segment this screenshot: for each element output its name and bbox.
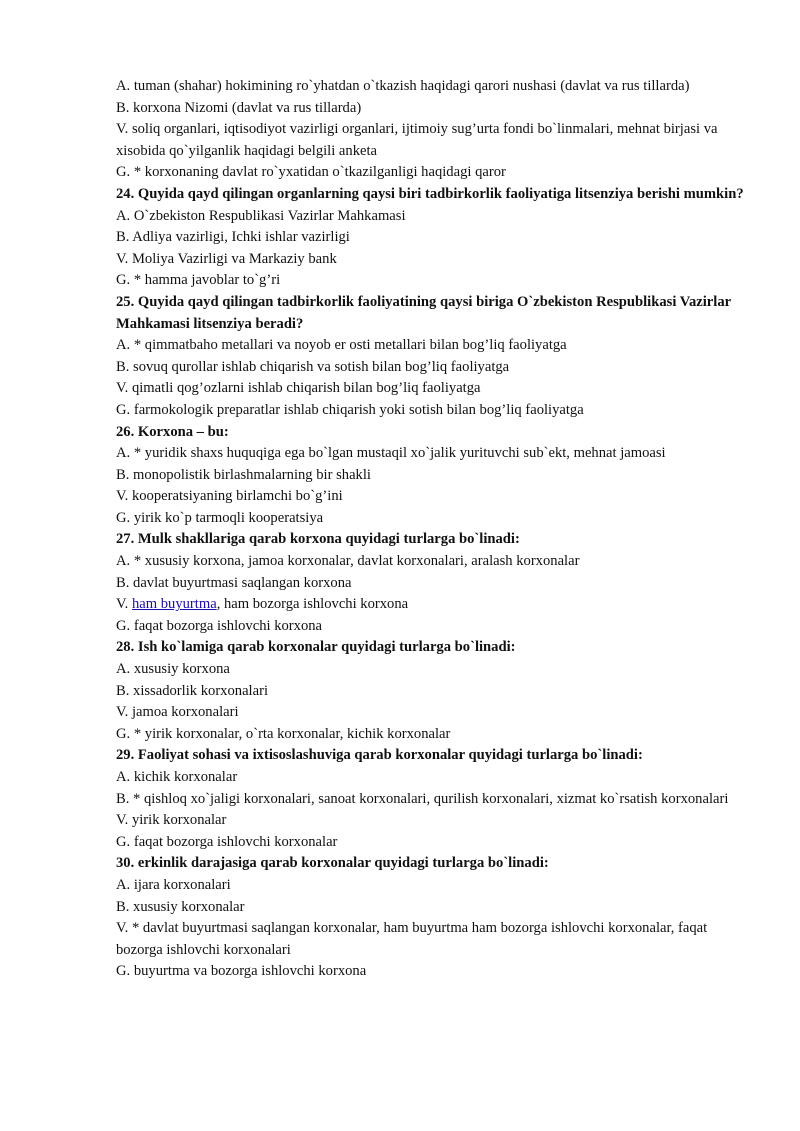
question-24: 24. Quyida qayd qilingan organlarning qaysi biri tadbirkorlik faoliyatiga litsenziya berishi mumkin? (116, 185, 744, 202)
answer-option: V. yirik korxonalar (116, 812, 227, 829)
ham-buyurtma-link[interactable]: ham buyurtma (131, 596, 217, 613)
answer-option: B. * qishloq xo`jaligi korxonalari, sanoat korxonalari, qurilish korxonalari, xizmat ko`rsatish korxonalari (116, 790, 729, 807)
option-prefix: V. (116, 596, 132, 613)
answer-option: G. * yirik korxonalar, o`rta korxonalar, kichik korxonalar (116, 725, 451, 742)
answer-option: G. * korxonaning davlat ro`yxatidan o`tkazilganligi haqidagi qaror (116, 164, 506, 181)
answer-option: V. jamoa korxonalari (116, 704, 239, 721)
question-26: 26. Korxona – bu: (116, 423, 229, 440)
question-30: 30. erkinlik darajasiga qarab korxonalar quyidagi turlarga bo`linadi: (116, 855, 549, 872)
answer-option: B. sovuq qurollar ishlab chiqarish va sotish bilan bog’liq faoliyatga (116, 358, 510, 375)
document-page (116, 76, 746, 983)
answer-option: G. buyurtma va bozorga ishlovchi korxona (116, 963, 367, 980)
answer-option: G. faqat bozorga ishlovchi korxonalar (116, 833, 338, 850)
answer-option: B. xissadorlik korxonalari (116, 682, 268, 699)
question-28: 28. Ish ko`lamiga qarab korxonalar quyidagi turlarga bo`linadi: (116, 639, 516, 656)
answer-option: B. monopolistik birlashmalarning bir shakli (116, 466, 371, 483)
answer-option: A. * qimmatbaho metallari va noyob er osti metallari bilan bog’liq faoliyatga (116, 337, 567, 354)
answer-option: A. kichik korxonalar (116, 769, 238, 785)
answer-option: B. Adliya vazirligi, Ichki ishlar vazirligi (116, 229, 350, 246)
answer-option: B. korxona Nizomi (davlat va rus tillarda) (116, 99, 362, 116)
question-29: 29. Faoliyat sohasi va ixtisoslashuviga qarab korxonalar quyidagi turlarga bo`linadi: (116, 747, 643, 764)
answer-option: A. * yuridik shaxs huquqiga ega bo`lgan mustaqil xo`jalik yurituvchi sub`ekt, mehnat jamoasi (116, 445, 666, 462)
answer-option: G. * hamma javoblar to`g’ri (116, 272, 281, 289)
answer-option: G. farmokologik preparatlar ishlab chiqarish yoki sotish bilan bog’liq faoliyatga (116, 401, 584, 418)
answer-option: A. ijara korxonalari (116, 876, 231, 893)
option-suffix: , ham bozorga ishlovchi korxona (216, 596, 409, 613)
question-27: 27. Mulk shakllariga qarab korxona quyidagi turlarga bo`linadi: (116, 531, 520, 548)
answer-option: V. Moliya Vazirligi va Markaziy bank (116, 250, 337, 267)
answer-option: B. xususiy korxonalar (116, 898, 245, 915)
answer-option: V. soliq organlari, iqtisodiyot vazirligi organlari, ijtimoiy sug’urta fondi bo`linmalari, mehnat birjasi va xisobida qo`yilganlik haqidagi belgili anketa (116, 121, 718, 159)
answer-option: G. faqat bozorga ishlovchi korxona (116, 617, 323, 634)
answer-option: B. davlat buyurtmasi saqlangan korxona (116, 574, 352, 591)
answer-option: V. kooperatsiyaning birlamchi bo`g’ini (116, 488, 343, 505)
answer-option: A. * xususiy korxona, jamoa korxonalar, davlat korxonalari, aralash korxonalar (116, 553, 580, 570)
answer-option-with-link (116, 594, 746, 616)
answer-option: G. yirik ko`p tarmoqli kooperatsiya (116, 509, 324, 526)
answer-option: V. * davlat buyurtmasi saqlangan korxonalar, ham buyurtma ham bozorga ishlovchi korxonalar, faqat bozorga ishlovchi korxonalari (116, 920, 708, 958)
answer-option: A. xususiy korxona (116, 661, 230, 678)
answer-option: A. tuman (shahar) hokimining ro`yhatdan o`tkazish haqidagi qarori nushasi (davlat va rus tillarda) (116, 78, 690, 94)
answer-option: V. qimatli qog’ozlarni ishlab chiqarish bilan bog’liq faoliyatga (116, 380, 481, 397)
question-25: 25. Quyida qayd qilingan tadbirkorlik faoliyatining qaysi biriga O`zbekiston Respublikasi Vazirlar Mahkamasi litsenziya beradi? (116, 293, 731, 332)
answer-option: A. O`zbekiston Respublikasi Vazirlar Mahkamasi (116, 207, 406, 224)
